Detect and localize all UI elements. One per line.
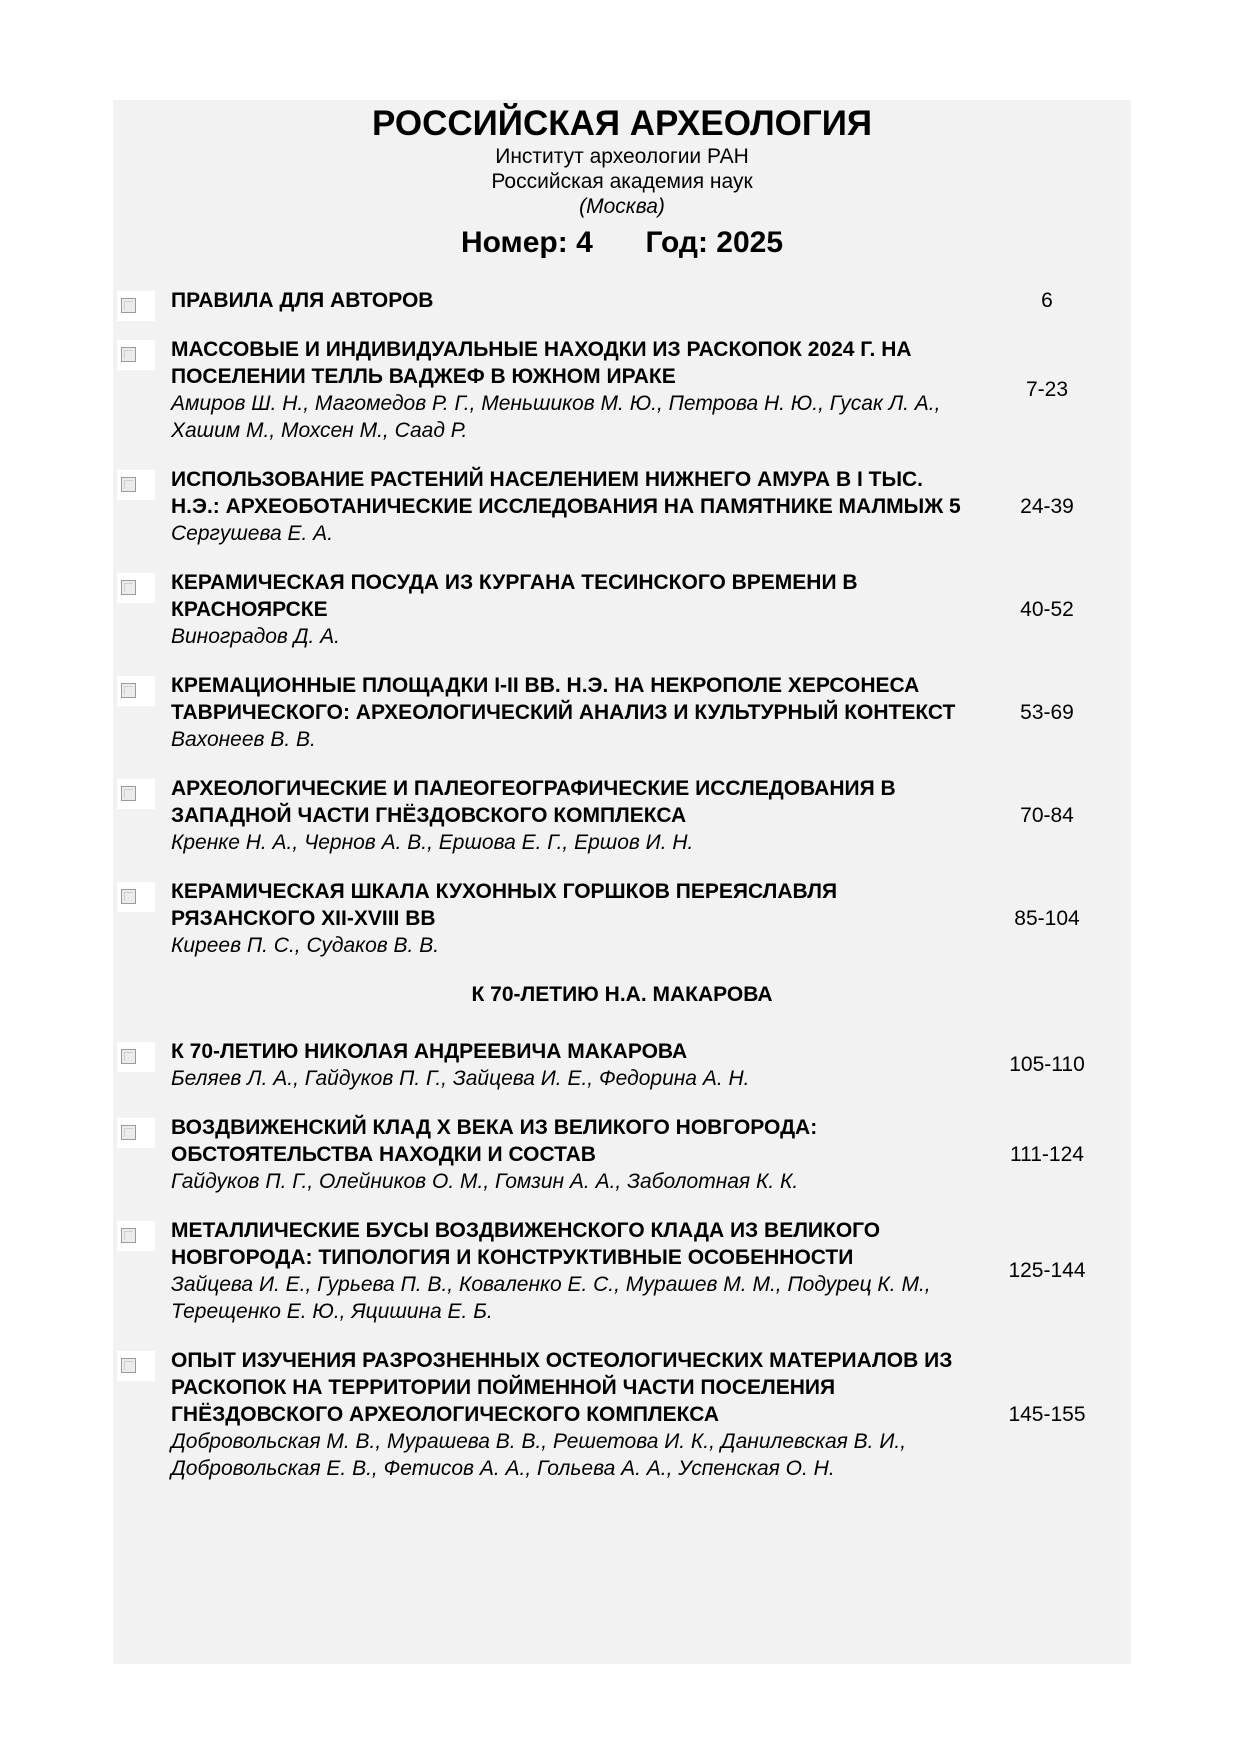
checkbox-icon bbox=[121, 477, 136, 492]
select-checkbox[interactable] bbox=[117, 882, 155, 912]
checkbox-icon bbox=[121, 683, 136, 698]
checkbox-icon bbox=[121, 1358, 136, 1373]
checkbox-icon bbox=[121, 298, 136, 313]
page-range: 6 bbox=[1041, 288, 1053, 312]
article-title[interactable]: МЕТАЛЛИЧЕСКИЕ БУСЫ ВОЗДВИЖЕНСКОГО КЛАДА ИЗ ВЕЛИКОГО НОВГОРОДА: ТИПОЛОГИЯ И КОНСТРУКТИВНЫЕ ОСОБЕННОСТИ bbox=[171, 1219, 881, 1269]
checkbox-icon bbox=[121, 1228, 136, 1243]
article-authors: Кренке Н. А., Чернов А. В., Ершова Е. Г., Ершов И. Н. bbox=[171, 831, 694, 854]
article-title[interactable]: КЕРАМИЧЕСКАЯ ПОСУДА ИЗ КУРГАНА ТЕСИНСКОГО ВРЕМЕНИ В КРАСНОЯРСКЕ bbox=[171, 571, 858, 621]
toc-entry bbox=[113, 1114, 1131, 1195]
article-title[interactable]: К 70-ЛЕТИЮ НИКОЛАЯ АНДРЕЕВИЧА МАКАРОВА bbox=[171, 1040, 688, 1063]
page-range: 7-23 bbox=[1025, 378, 1069, 401]
article-title[interactable]: ПРАВИЛА ДЛЯ АВТОРОВ bbox=[171, 289, 434, 312]
toc-entry bbox=[113, 569, 1131, 650]
checkbox-icon bbox=[121, 1049, 136, 1064]
toc-entry bbox=[113, 287, 1131, 314]
checkbox-icon bbox=[121, 347, 136, 362]
city-name: (Москва) bbox=[579, 195, 665, 218]
checkbox-icon bbox=[121, 1125, 136, 1140]
select-checkbox[interactable] bbox=[117, 1351, 155, 1381]
checkbox-icon bbox=[121, 580, 136, 595]
issue-number: 4 bbox=[576, 226, 593, 259]
article-title[interactable]: КЕРАМИЧЕСКАЯ ШКАЛА КУХОННЫХ ГОРШКОВ ПЕРЕЯСЛАВЛЯ РЯЗАНСКОГО XII-XVIII ВВ bbox=[171, 880, 838, 930]
page-range: 105-110 bbox=[1009, 1053, 1085, 1076]
article-title[interactable]: МАССОВЫЕ И ИНДИВИДУАЛЬНЫЕ НАХОДКИ ИЗ РАСКОПОК 2024 Г. НА ПОСЕЛЕНИИ ТЕЛЛЬ ВАДЖЕФ В ЮЖНОМ ИРАКЕ bbox=[171, 338, 912, 388]
select-checkbox[interactable] bbox=[117, 291, 155, 321]
toc-entry bbox=[113, 1217, 1131, 1325]
toc-entry bbox=[113, 1347, 1131, 1482]
select-checkbox[interactable] bbox=[117, 470, 155, 500]
select-checkbox[interactable] bbox=[117, 340, 155, 370]
article-title[interactable]: ВОЗДВИЖЕНСКИЙ КЛАД X ВЕКА ИЗ ВЕЛИКОГО НОВГОРОДА: ОБСТОЯТЕЛЬСТВА НАХОДКИ И СОСТАВ bbox=[171, 1116, 818, 1166]
academy-name: Российская академия наук bbox=[491, 170, 753, 193]
checkbox-icon bbox=[121, 889, 136, 904]
page-range: 40-52 bbox=[1020, 597, 1074, 621]
select-checkbox[interactable] bbox=[117, 573, 155, 603]
year-label: Год: bbox=[645, 226, 708, 259]
page-range: 24-39 bbox=[1020, 494, 1074, 518]
article-authors: Киреев П. С., Судаков В. В. bbox=[171, 934, 440, 957]
page-range: 85-104 bbox=[1014, 906, 1080, 930]
article-title[interactable]: АРХЕОЛОГИЧЕСКИЕ И ПАЛЕОГЕОГРАФИЧЕСКИЕ ИССЛЕДОВАНИЯ В ЗАПАДНОЙ ЧАСТИ ГНЁЗДОВСКОГО КОМПЛЕКСА bbox=[171, 777, 896, 827]
article-authors: Добровольская М. В., Мурашева В. В., Решетова И. К., Данилевская В. И., Добровольская Е. В., Фетисов А. А., Гольева А. А., Успенская О. Н. bbox=[171, 1430, 907, 1480]
issue-info bbox=[113, 225, 1131, 261]
article-authors: Амиров Ш. Н., Магомедов Р. Г., Меньшиков М. Ю., Петрова Н. Ю., Гусак Л. А., Хашим М., Мохсен М., Саад Р. bbox=[171, 392, 941, 442]
table-of-contents bbox=[113, 287, 1131, 1504]
toc-entry bbox=[113, 466, 1131, 547]
article-authors: Вахонеев В. В. bbox=[171, 728, 316, 751]
select-checkbox[interactable] bbox=[117, 779, 155, 809]
article-title[interactable]: ОПЫТ ИЗУЧЕНИЯ РАЗРОЗНЕННЫХ ОСТЕОЛОГИЧЕСКИХ МАТЕРИАЛОВ ИЗ РАСКОПОК НА ТЕРРИТОРИИ ПОЙМЕННОЙ ЧАСТИ ПОСЕЛЕНИЯ ГНЁЗДОВСКОГО АРХЕОЛОГИЧЕСКОГО КОМПЛЕКСА bbox=[171, 1349, 953, 1426]
institute-name: Институт археологии РАН bbox=[495, 145, 749, 168]
journal-title: РОССИЙСКАЯ АРХЕОЛОГИЯ bbox=[371, 104, 873, 143]
article-authors: Беляев Л. А., Гайдуков П. Г., Зайцева И. Е., Федорина А. Н. bbox=[171, 1067, 750, 1090]
page-range: 145-155 bbox=[1008, 1402, 1086, 1426]
page-range: 125-144 bbox=[1008, 1259, 1086, 1282]
toc-entry bbox=[113, 775, 1131, 856]
toc-entry bbox=[113, 672, 1131, 753]
select-checkbox[interactable] bbox=[117, 1221, 155, 1251]
article-authors: Зайцева И. Е., Гурьева П. В., Коваленко Е. С., Мурашев М. М., Подурец К. М., Терещенко Е. Ю., Яцишина Е. Б. bbox=[171, 1273, 931, 1323]
toc-entry bbox=[113, 336, 1131, 444]
page-range: 53-69 bbox=[1020, 700, 1074, 724]
issue-label: Номер: bbox=[460, 226, 568, 259]
article-authors: Виноградов Д. А. bbox=[171, 625, 341, 648]
toc-entry bbox=[113, 878, 1131, 959]
article-authors: Гайдуков П. Г., Олейников О. М., Гомзин А. А., Заболотная К. К. bbox=[171, 1170, 799, 1193]
select-checkbox[interactable] bbox=[117, 1118, 155, 1148]
page-range: 70-84 bbox=[1020, 803, 1074, 827]
toc-entry bbox=[113, 1038, 1131, 1092]
select-checkbox[interactable] bbox=[117, 1042, 155, 1072]
select-checkbox[interactable] bbox=[117, 676, 155, 706]
journal-header bbox=[113, 100, 1131, 261]
year-value: 2025 bbox=[716, 226, 784, 259]
article-title[interactable]: КРЕМАЦИОННЫЕ ПЛОЩАДКИ I-II ВВ. Н.Э. НА НЕКРОПОЛЕ ХЕРСОНЕСА ТАВРИЧЕСКОГО: АРХЕОЛОГИЧЕСКИЙ АНАЛИЗ И КУЛЬТУРНЫЙ КОНТЕКСТ bbox=[171, 674, 956, 724]
section-heading: К 70-ЛЕТИЮ Н.А. МАКАРОВА bbox=[471, 983, 773, 1006]
article-title[interactable]: ИСПОЛЬЗОВАНИЕ РАСТЕНИЙ НАСЕЛЕНИЕМ НИЖНЕГО АМУРА В I ТЫС. Н.Э.: АРХЕОБОТАНИЧЕСКИЕ ИССЛЕДОВАНИЯ НА ПАМЯТНИКЕ МАЛМЫЖ 5 bbox=[171, 468, 961, 518]
page-range: 111-124 bbox=[1010, 1142, 1084, 1166]
article-authors: Сергушева Е. А. bbox=[171, 522, 334, 545]
checkbox-icon bbox=[121, 786, 136, 801]
